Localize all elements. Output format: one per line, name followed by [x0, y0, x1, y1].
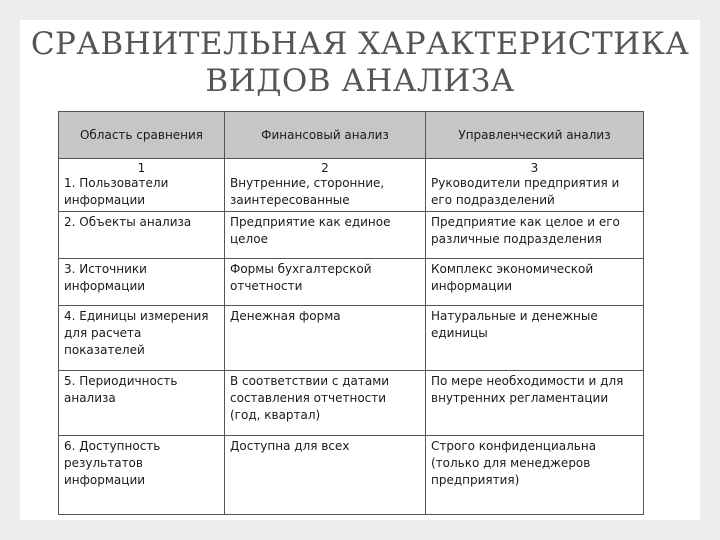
table-cell: 3. Источники информации [59, 259, 225, 306]
table-cell [59, 159, 225, 212]
comparison-table [58, 111, 644, 515]
column-number: 1 [137, 161, 146, 175]
table-cell: Строго конфиденциальна (только для менеджеров предприятия) [426, 436, 644, 515]
table-row [59, 159, 644, 212]
table-row [59, 436, 644, 515]
column-number: 2 [321, 161, 329, 175]
table-cell: По мере необходимости и для внутренних регламентации [426, 371, 644, 436]
table-cell: Денежная форма [225, 306, 426, 371]
cell-text: 1. Пользователи информации [64, 176, 169, 207]
table-cell: 2. Объекты анализа [59, 212, 225, 259]
cell-text: Руководители предприятия и его подразделений [431, 176, 620, 207]
table-cell [426, 159, 644, 212]
table-cell: Предприятие как единое целое [225, 212, 426, 259]
table-header-row [59, 112, 644, 159]
header-cell: Финансовый анализ [225, 112, 426, 159]
table-row [59, 259, 644, 306]
slide-title [20, 26, 700, 100]
column-number: 3 [530, 161, 539, 175]
cell-text: Внутренние, сторонние, заинтересованные [230, 176, 385, 207]
table-cell [225, 159, 426, 212]
table-cell: 6. Доступность результатов информации [59, 436, 225, 515]
table-cell: Предприятие как целое и его различные подразделения [426, 212, 644, 259]
table-cell: Натуральные и денежные единицы [426, 306, 644, 371]
table-row [59, 371, 644, 436]
table-cell: Доступна для всех [225, 436, 426, 515]
title-line-2: ВИДОВ АНАЛИЗА [205, 63, 515, 99]
table-cell: Комплекс экономической информации [426, 259, 644, 306]
title-line-1: СРАВНИТЕЛЬНАЯ ХАРАКТЕРИСТИКА [30, 26, 690, 62]
header-cell: Управленческий анализ [426, 112, 644, 159]
table-row [59, 306, 644, 371]
header-cell: Область сравнения [59, 112, 225, 159]
table-row [59, 212, 644, 259]
table-cell: В соответствии с датами составления отчетности (год, квартал) [225, 371, 426, 436]
table-cell: 5. Периодичность анализа [59, 371, 225, 436]
table-cell: Формы бухгалтерской отчетности [225, 259, 426, 306]
table-cell: 4. Единицы измерения для расчета показателей [59, 306, 225, 371]
